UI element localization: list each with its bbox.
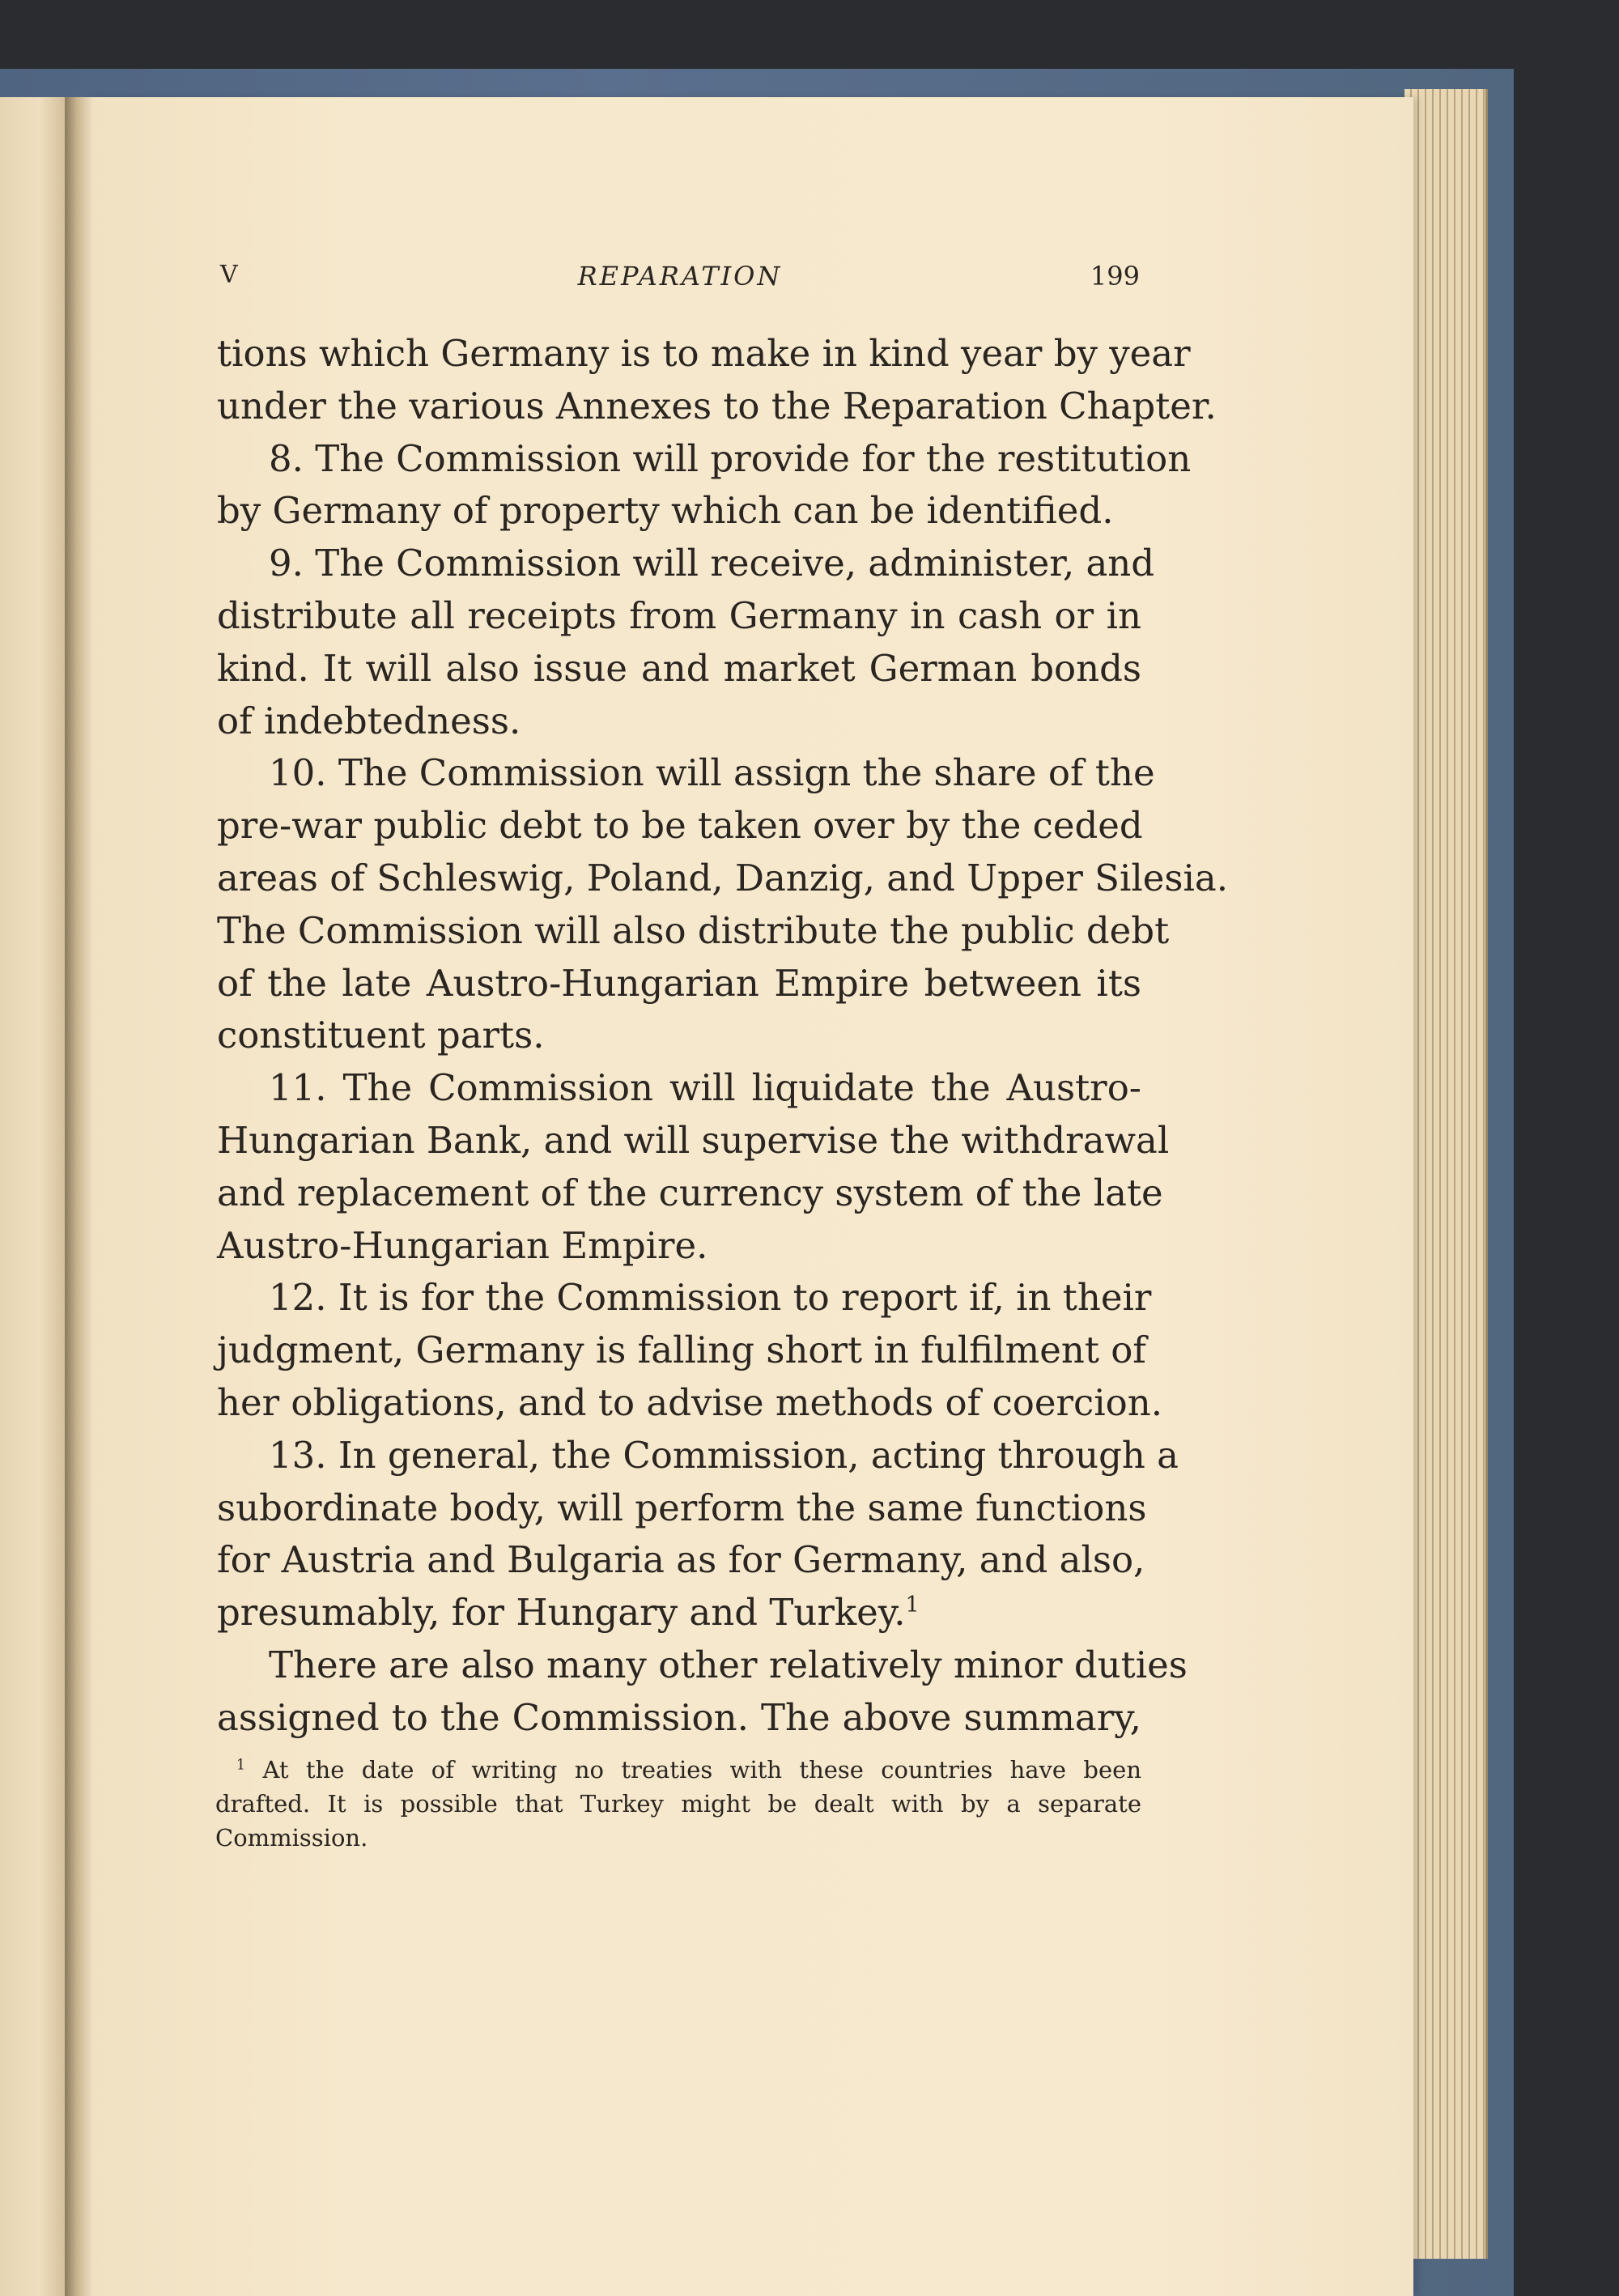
text-line: subordinate body, will perform the same functions [217,1486,1147,1529]
text-line: tions which Germany is to make in kind year by year [217,332,1191,375]
text-line: under the various Annexes to the Reparation Chapter. [217,384,1217,427]
text-line: of the late Austro-Hungarian Empire between its [217,961,1141,1005]
footnote-line: Commission. [215,1824,368,1852]
text-line: of indebtedness. [217,699,521,742]
text-line: 13. In general, the Commission, acting through a [269,1433,1179,1477]
text-line-content: presumably, for Hungary and Turkey. [217,1591,906,1635]
text-line: 8. The Commission will provide for the restitution [269,436,1192,480]
text-line: constituent parts. [217,1014,545,1057]
text-line: her obligations, and to advise methods of coercion. [217,1380,1163,1424]
text-line: 10. The Commission will assign the share of the [269,751,1155,795]
footnote [215,1753,1141,1855]
text-line: kind. It will also issue and market German bonds [217,646,1141,690]
left-page-edge [0,97,71,2296]
text-line: for Austria and Bulgaria as for Germany, and also, [217,1538,1145,1582]
book-gutter [65,97,92,2296]
text-line: judgment, Germany is falling short in fulfilment of [217,1329,1146,1372]
running-header [220,261,1140,301]
text-line: Austro-Hungarian Empire. [217,1223,708,1267]
text-line-with-footnote-ref [217,1587,1141,1639]
page-number: 199 [1090,261,1140,291]
body-text [217,328,1229,1745]
text-line: assigned to the Commission. The above summary, [217,1695,1141,1739]
text-line: distribute all receipts from Germany in cash or in [217,593,1141,637]
running-title: REPARATION [577,261,783,291]
text-line: 12. It is for the Commission to report if, in their [269,1276,1152,1320]
text-line: There are also many other relatively minor duties [269,1643,1188,1686]
text-line: by Germany of property which can be identified. [217,489,1114,533]
text-line: 9. The Commission will receive, administer, and [269,542,1155,585]
footnote-line: drafted. It is possible that Turkey might be dealt with by a separate [215,1790,1141,1818]
footnote-marker: 1 [236,1757,246,1774]
text-line: areas of Schleswig, Poland, Danzig, and Upper Silesia. [217,856,1229,899]
text-line: Hungarian Bank, and will supervise the withdrawal [217,1118,1170,1162]
chapter-number: V [220,261,238,289]
text-line: The Commission will also distribute the public debt [217,908,1170,952]
footnote-reference: 1 [905,1592,920,1618]
footnote-line [215,1753,1141,1787]
text-line: pre-war public debt to be taken over by the ceded [217,804,1143,848]
footnote-text: At the date of writing no treaties with these countries have been [262,1756,1142,1784]
text-line: 11. The Commission will liquidate the Austro- [269,1066,1141,1110]
text-line: and replacement of the currency system of the late [217,1171,1163,1214]
page-block-edge [1404,89,1488,2259]
